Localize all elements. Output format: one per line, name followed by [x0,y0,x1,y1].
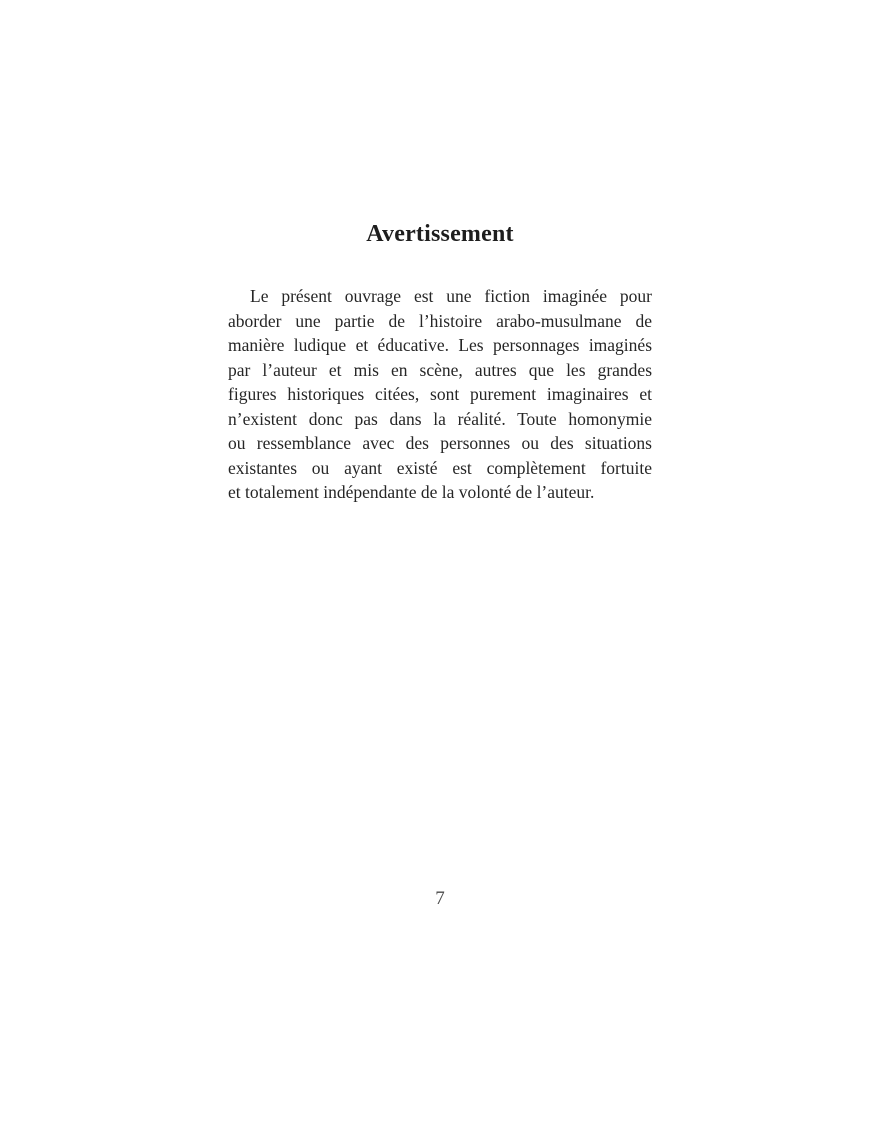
paragraph-line: manière ludique et éducative. Les personnages imaginés [228,335,652,355]
paragraph-line: Le présent ouvrage est une fiction imaginée pour [250,286,652,306]
paragraph-line: existantes ou ayant existé est complètement fortuite [228,457,652,478]
paragraph-line: aborder une partie de l’histoire arabo-musulmane de [228,310,652,331]
paragraph-line: et totalement indépendante de la volonté de l’auteur. [228,482,595,502]
paragraph-line: par l’auteur et mis en scène, autres que les grandes [228,359,652,380]
paragraph-line: figures historiques citées, sont purement imaginaires et [228,384,652,404]
body-paragraph [228,284,652,505]
page-title: Avertissement [366,221,514,247]
page-content [228,222,652,505]
paragraph-line: n’existent donc pas dans la réalité. Toute homonymie [228,408,652,429]
paragraph-line: ou ressemblance avec des personnes ou des situations [228,433,652,453]
page-number: 7 [435,888,445,909]
